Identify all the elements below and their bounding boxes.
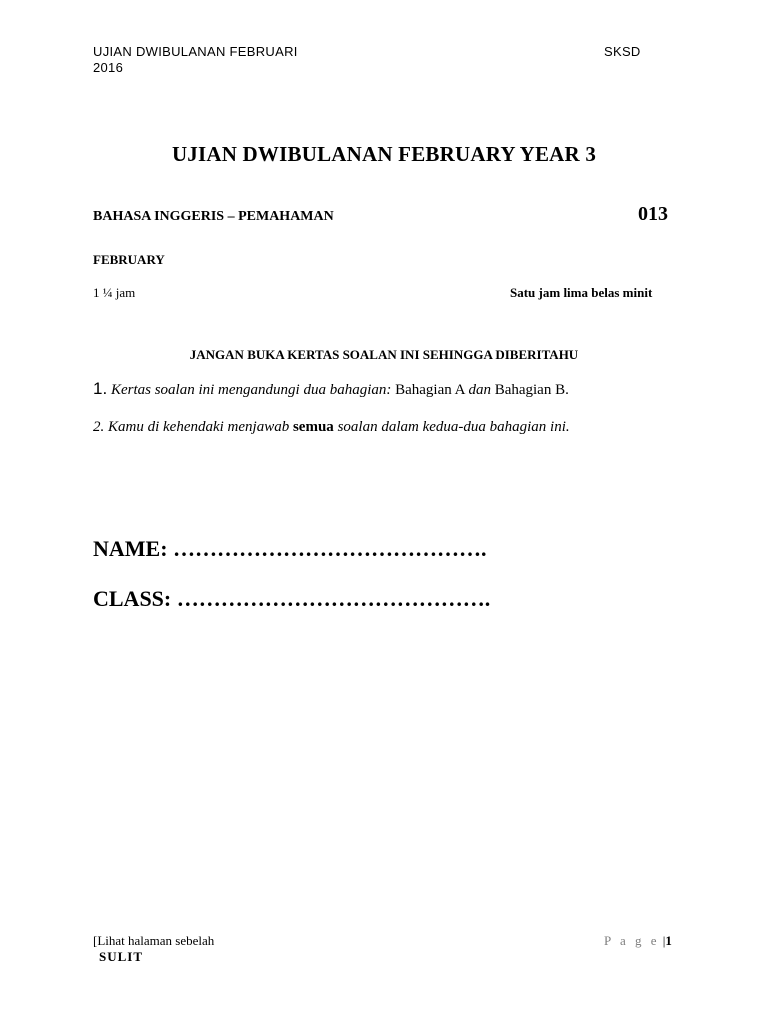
- header-school-code: SKSD: [604, 44, 641, 59]
- footer-note: [93, 933, 214, 965]
- footer-sulit: SULIT: [99, 949, 144, 964]
- instruction-1-part-a: Bahagian A: [395, 382, 465, 398]
- instruction-1-part-b: Bahagian B.: [494, 382, 569, 398]
- header-exam-title: [93, 44, 298, 76]
- instruction-2-bold: semua: [292, 419, 334, 435]
- instruction-1-joiner: dan: [468, 382, 491, 398]
- warning-notice: JANGAN BUKA KERTAS SOALAN INI SEHINGGA DIBERITAHU: [189, 347, 579, 362]
- paper-code: 013: [638, 203, 668, 225]
- name-label: NAME:: [93, 536, 168, 561]
- instruction-2-suffix: soalan dalam kedua-dua bahagian ini.: [337, 419, 570, 435]
- instruction-2-prefix: 2. Kamu di kehendaki menjawab: [93, 419, 290, 435]
- footer-page-number: [604, 933, 672, 949]
- class-label: CLASS:: [93, 586, 172, 611]
- instruction-2: [93, 419, 570, 436]
- page-label: P a g e: [604, 933, 660, 948]
- name-field[interactable]: [93, 536, 487, 562]
- class-dots: …………………………………….: [176, 586, 491, 611]
- name-dots: …………………………………….: [173, 536, 487, 561]
- header-line-1: UJIAN DWIBULANAN FEBRUARI: [93, 44, 298, 59]
- instruction-1-number: 1.: [93, 379, 108, 398]
- exam-month: FEBRUARY: [93, 252, 165, 267]
- page-title: UJIAN DWIBULANAN FEBRUARY YEAR 3: [171, 142, 597, 166]
- header-line-2: 2016: [93, 60, 124, 75]
- subject-label: BAHASA INGGERIS – PEMAHAMAN: [93, 209, 334, 224]
- page-separator: |: [662, 933, 666, 948]
- footer-next-page: [Lihat halaman sebelah: [93, 933, 215, 948]
- page-number: 1: [665, 933, 672, 948]
- class-field[interactable]: [93, 586, 490, 612]
- exam-duration: 1 ¼ jam: [93, 285, 136, 300]
- exam-duration-words: Satu jam lima belas minit: [510, 285, 653, 300]
- instruction-1-text: Kertas soalan ini mengandungi dua bahagian:: [110, 382, 392, 398]
- instruction-1: [93, 379, 569, 399]
